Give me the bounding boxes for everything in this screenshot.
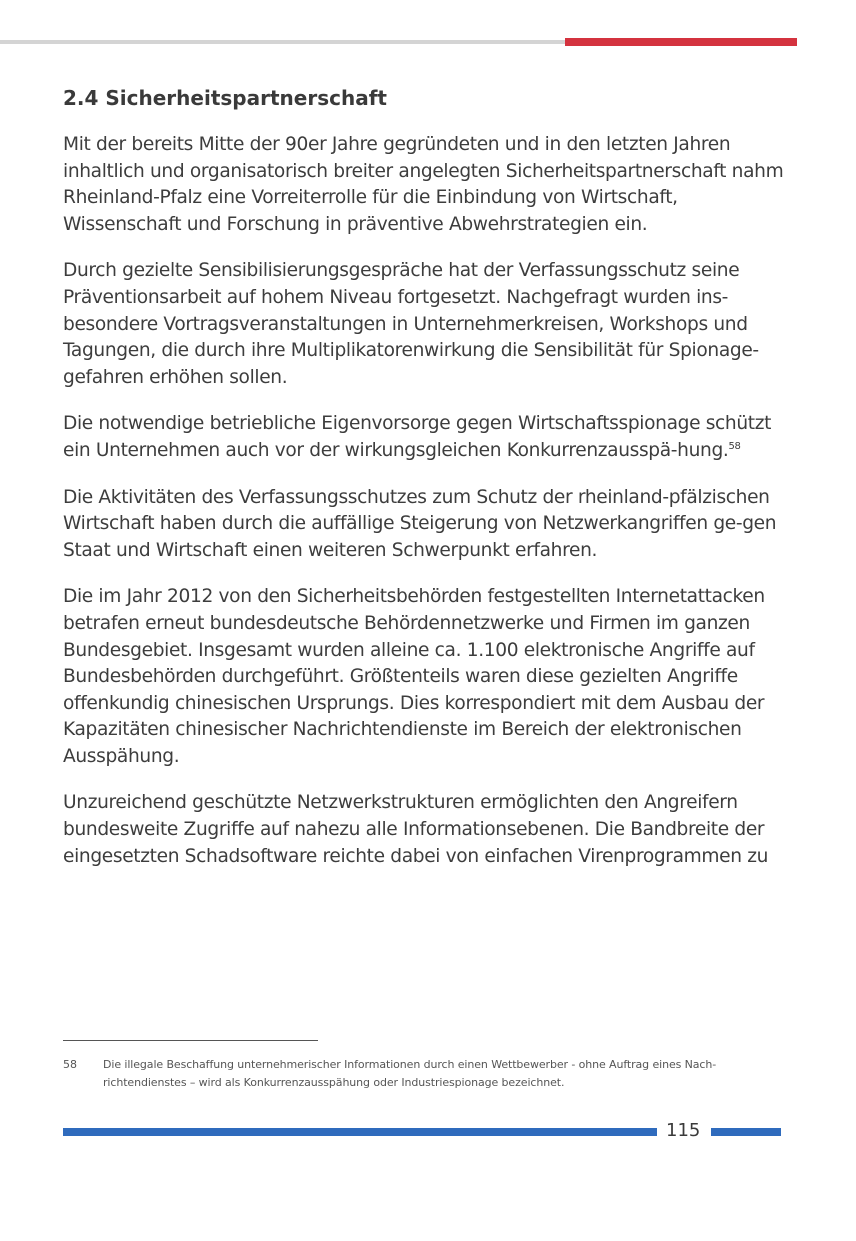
footnote-divider	[63, 1040, 318, 1041]
header-rule-gray	[0, 40, 565, 44]
paragraph-text: Die notwendige betriebliche Eigenvorsorge gegen Wirtschaftsspionage schützt ein Unternehmen auch vor der wirkungsgleichen Konkurrenzausspä-hung.	[63, 413, 772, 461]
footnote-number: 58	[63, 1058, 77, 1071]
page-number: 115	[666, 1120, 701, 1141]
footnote-reference[interactable]: 58	[728, 440, 741, 452]
page-content	[63, 84, 793, 890]
footer-bar-right	[711, 1128, 781, 1136]
paragraph: Die im Jahr 2012 von den Sicherheitsbehörden festgestellten Internetattacken betrafen erneut bundesdeutsche Behördennetzwerke und Firmen im ganzen Bundesgebiet. Insgesamt wurden alleine ca. 1.100 elektronische Angriffe auf Bundesbehörden durchgeführt. Größtenteils waren diese gezielten Angriffe offenkundig chinesischen Ursprungs. Dies korrespondiert mit dem Ausbau der Kapazitäten chinesischer Nachrichtendienste im Bereich der elektronischen Ausspähung.	[63, 586, 765, 767]
footnote-text: Die illegale Beschaffung unternehmerischer Informationen durch einen Wettbewerber - ohne Auftrag eines Nach-richtendienstes – wird als Konkurrenzausspähung oder Industriespionage bezeichnet.	[103, 1058, 717, 1089]
paragraph: Durch gezielte Sensibilisierungsgespräche hat der Verfassungsschutz seine Präventionsarbeit auf hohem Niveau fortgesetzt. Nachgefragt wurden ins-besondere Vortragsveranstaltungen in Unternehmerkreisen, Workshops und Tagungen, die durch ihre Multiplikatorenwirkung die Sensibilität für Spionage-gefahren erhöhen sollen.	[63, 260, 759, 388]
paragraph-with-footnote	[63, 411, 793, 464]
paragraph: Unzureichend geschützte Netzwerkstrukturen ermöglichten den Angreifern bundesweite Zugriffe auf nahezu alle Informationsebenen. Die Bandbreite der eingesetzten Schadsoftware reichte dabei von einfachen Virenprogrammen zu	[63, 792, 769, 867]
footnote	[63, 1056, 793, 1092]
header-rule-red	[565, 38, 797, 46]
section-heading: 2.4 Sicherheitspartnerschaft	[63, 86, 387, 110]
paragraph: Die Aktivitäten des Verfassungsschutzes zum Schutz der rheinland-pfälzischen Wirtschaft haben durch die auffällige Steigerung von Netzwerkangriffen ge-gen Staat und Wirtschaft einen weiteren Schwerpunkt erfahren.	[63, 486, 777, 561]
paragraph: Mit der bereits Mitte der 90er Jahre gegründeten und in den letzten Jahren inhaltlich und organisatorisch breiter angelegten Sicherheitspartnerschaft nahm Rheinland-Pfalz eine Vorreiterrolle für die Einbindung von Wirtschaft, Wissenschaft und Forschung in präventive Abwehrstrategien ein.	[63, 134, 784, 235]
footer-bar-left	[63, 1128, 657, 1136]
